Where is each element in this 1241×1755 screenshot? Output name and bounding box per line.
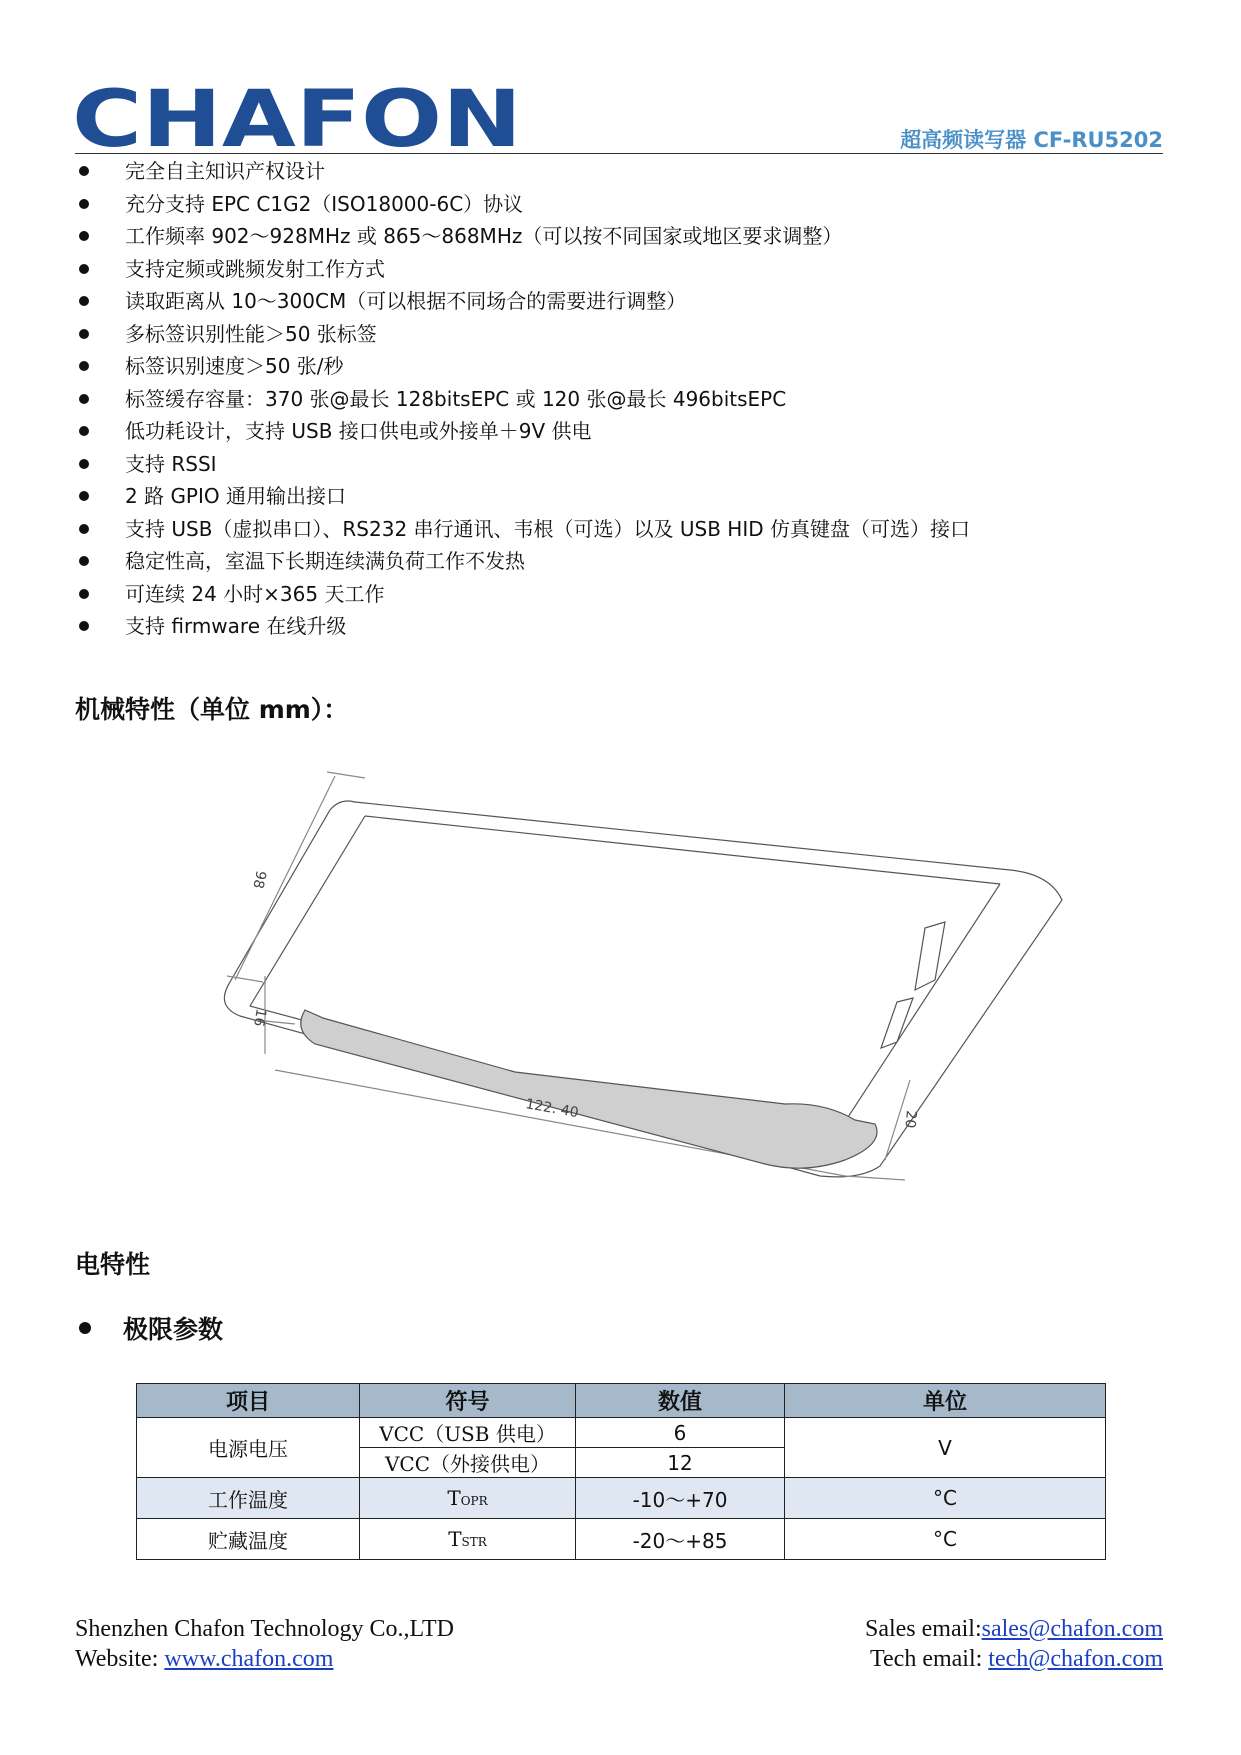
bullet-icon xyxy=(79,524,89,534)
bullet-icon xyxy=(79,361,89,371)
list-item: 支持 USB（虚拟串口）、RS232 串行通讯、韦根（可选）以及 USB HID 仿真键盘（可选）接口 xyxy=(75,513,970,546)
list-item: 完全自主知识产权设计 xyxy=(75,155,970,188)
header-divider xyxy=(75,153,1163,154)
mechanical-heading: 机械特性（单位 mm）： xyxy=(75,695,349,724)
chafon-logo xyxy=(72,75,522,165)
logo-text: CHAFON xyxy=(72,75,522,165)
table-cell: 工作温度 xyxy=(137,1478,360,1519)
table-row xyxy=(137,1519,1106,1560)
footer-company: Shenzhen Chafon Technology Co.,LTD xyxy=(75,1616,454,1642)
table-header-row xyxy=(137,1384,1106,1418)
bullet-icon xyxy=(79,1322,91,1334)
list-item: 支持定频或跳频发射工作方式 xyxy=(75,253,970,286)
limits-heading: 极限参数 xyxy=(75,1310,223,1346)
table-cell: 12 xyxy=(576,1448,785,1478)
table-cell: TOPR xyxy=(360,1478,576,1519)
list-item: 读取距离从 10～300CM（可以根据不同场合的需要进行调整） xyxy=(75,285,970,318)
tech-email-link[interactable]: tech@chafon.com xyxy=(988,1646,1163,1672)
table-row xyxy=(137,1478,1106,1519)
dimension-label: 16 xyxy=(249,1007,269,1028)
website-link[interactable]: www.chafon.com xyxy=(164,1646,334,1672)
list-item: 标签缓存容量：370 张@最长 128bitsEPC 或 120 张@最长 496bitsEPC xyxy=(75,383,970,416)
bullet-icon xyxy=(79,199,89,209)
table-cell: 6 xyxy=(576,1418,785,1448)
bullet-icon xyxy=(79,426,89,436)
table-cell: VCC（USB 供电） xyxy=(360,1418,576,1448)
table-cell: 电源电压 xyxy=(137,1418,360,1478)
bullet-icon xyxy=(79,264,89,274)
footer-tech: Tech email: tech@chafon.com xyxy=(870,1646,1163,1672)
dimension-label: 20 xyxy=(901,1109,919,1129)
column-header: 项目 xyxy=(137,1384,360,1418)
electrical-heading: 电特性 xyxy=(75,1250,151,1279)
table-cell: TSTR xyxy=(360,1519,576,1560)
list-item: 工作频率 902～928MHz 或 865～868MHz（可以按不同国家或地区要求调整） xyxy=(75,220,970,253)
table-cell: °C xyxy=(785,1519,1106,1560)
bullet-icon xyxy=(79,166,89,176)
dimension-label: 122. 40 xyxy=(524,1096,580,1122)
list-item: 可连续 24 小时×365 天工作 xyxy=(75,578,970,611)
bullet-icon xyxy=(79,459,89,469)
table-cell: V xyxy=(785,1418,1106,1478)
column-header: 单位 xyxy=(785,1384,1106,1418)
table-cell: °C xyxy=(785,1478,1106,1519)
list-item: 2 路 GPIO 通用输出接口 xyxy=(75,480,970,513)
device-drawing xyxy=(249,780,1025,1180)
feature-list xyxy=(75,155,970,643)
list-item: 支持 RSSI xyxy=(75,448,970,481)
table-cell: -20～+85 xyxy=(576,1519,785,1560)
list-item: 低功耗设计，支持 USB 接口供电或外接单＋9V 供电 xyxy=(75,415,970,448)
bullet-icon xyxy=(79,556,89,566)
table-row xyxy=(137,1418,1106,1448)
list-item: 支持 firmware 在线升级 xyxy=(75,610,970,643)
bullet-icon xyxy=(79,296,89,306)
sales-email-link[interactable]: sales@chafon.com xyxy=(981,1616,1163,1642)
list-item: 多标签识别性能＞50 张标签 xyxy=(75,318,970,351)
table-cell: -10～+70 xyxy=(576,1478,785,1519)
column-header: 符号 xyxy=(360,1384,576,1418)
table-cell: VCC（外接供电） xyxy=(360,1448,576,1478)
bullet-icon xyxy=(79,589,89,599)
dimension-label: 98 xyxy=(249,869,269,890)
table-cell: 贮藏温度 xyxy=(137,1519,360,1560)
limits-table xyxy=(136,1383,1106,1560)
list-item: 充分支持 EPC C1G2（ISO18000-6C）协议 xyxy=(75,188,970,221)
bullet-icon xyxy=(79,621,89,631)
bullet-icon xyxy=(79,329,89,339)
bullet-icon xyxy=(79,491,89,501)
list-item: 标签识别速度＞50 张/秒 xyxy=(75,350,970,383)
product-title: 超高频读写器 CF-RU5202 xyxy=(900,128,1163,152)
footer-website: Website: www.chafon.com xyxy=(75,1646,334,1672)
bullet-icon xyxy=(79,394,89,404)
footer-sales: Sales email:sales@chafon.com xyxy=(864,1616,1163,1642)
bullet-icon xyxy=(79,231,89,241)
column-header: 数值 xyxy=(576,1384,785,1418)
list-item: 稳定性高，室温下长期连续满负荷工作不发热 xyxy=(75,545,970,578)
